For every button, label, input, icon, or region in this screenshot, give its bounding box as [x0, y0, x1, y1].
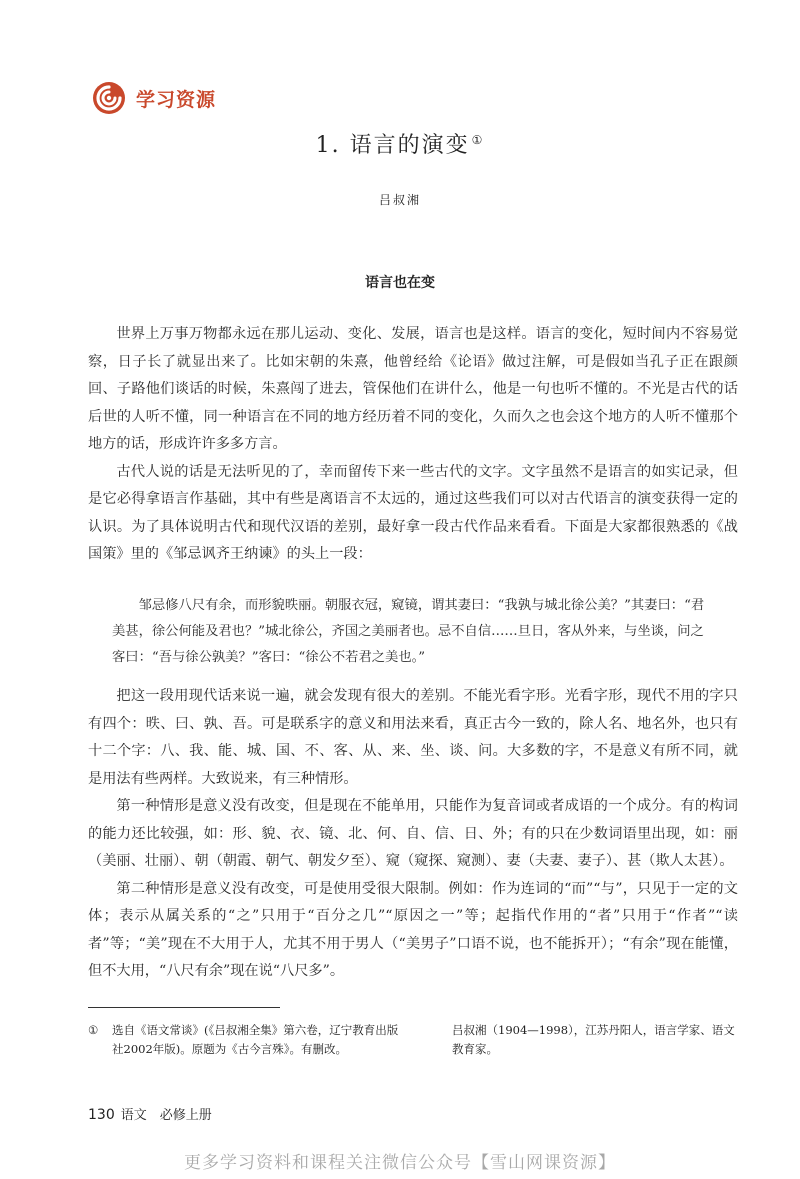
article-title	[0, 128, 800, 159]
footnote-source	[88, 1021, 400, 1059]
footnote-marker: ①	[88, 1023, 99, 1037]
section-header	[92, 80, 216, 116]
body-text-after-quote	[88, 683, 738, 986]
article-author: 吕叔湘	[378, 193, 421, 207]
paragraph: 世界上万事万物都永远在那儿运动、变化、发展，语言也是这样。语言的变化，短时间内不容易觉察，日子长了就显出来了。比如宋朝的朱熹，他曾经给《论语》做过注解，可是假如当孔子正在跟颜回、子路他们谈话的时候，朱熹闯了进去，管保他们在讲什么，他是一句也听不懂的。不光是古代的话后世的人听不懂，同一种语言在不同的地方经历着不同的变化，久而久之也会这个地方的人听不懂那个地方的话，形成许许多多方言。	[88, 326, 738, 452]
body-text-before-quote	[88, 321, 738, 569]
footnote-source-text: 选自《语文常谈》(《吕叔湘全集》第六卷，辽宁教育出版社2002年版)。原题为《古今言殊》。有删改。	[112, 1023, 399, 1056]
page-footer	[88, 1104, 212, 1123]
paragraph: 古代人说的话是无法听见的了，幸而留传下来一些古代的文字。文字虽然不是语言的如实记录，但是它必得拿语言作基础，其中有些是离语言不太远的，通过这些我们可以对古代语言的演变获得一定的认识。为了具体说明古代和现代汉语的差别，最好拿一段古代作品来看看。下面是大家都很熟悉的《战国策》里的《邹忌讽齐王纳谏》的头上一段：	[88, 463, 738, 562]
book-title: 语文 必修上册	[120, 1108, 212, 1123]
section-label: 学习资源	[136, 88, 217, 111]
paragraph: 第一种情形是意义没有改变，但是现在不能单用，只能作为复音词或者成语的一个成分。有的构词的能力还比较强，如：形、貌、衣、镜、北、何、自、信、日、外；有的只在少数词语里出现，如：丽（美丽、壮丽）、朝（朝霞、朝气、朝发夕至）、窥（窥探、窥测）、妻（夫妻、妻子）、甚（欺人太甚）。	[88, 798, 738, 869]
paragraph: 把这一段用现代话来说一遍，就会发现有很大的差别。不能光看字形。光看字形，现代不用的字只有四个：昳、曰、孰、吾。可是联系字的意义和用法来看，真正古今一致的，除人名、地名外，也只有十二个字：八、我、能、城、国、不、客、从、来、坐、谈、问。大多数的字，不是意义有所不同，就是用法有些两样。大致说来，有三种情形。	[88, 688, 738, 787]
page-number: 130	[88, 1107, 115, 1123]
title-footnote-marker[interactable]: ①	[471, 132, 485, 147]
footnote-divider	[88, 1007, 280, 1008]
author-bio: 吕叔湘（1904—1998），江苏丹阳人，语言学家、语文教育家。	[452, 1023, 735, 1056]
paragraph: 第二种情形是意义没有改变，可是使用受很大限制。例如：作为连词的“而”“与”，只见于一定的文体；表示从属关系的“之”只用于“百分之几”“原因之一”等；起指代作用的“者”只用于“作者”“读者”等；“美”现在不大用于人，尤其不用于男人（“美男子”口语不说，也不能拆开）；“有余”现在能懂，但不大用，“八尺有余”现在说“八尺多”。	[88, 880, 738, 979]
quote-text: 邹忌修八尺有余，而形貌昳丽。朝服衣冠，窥镜，谓其妻曰：“我孰与城北徐公美？”其妻曰：“君美甚，徐公何能及君也？”城北徐公，齐国之美丽者也。忌不自信……旦日，客从外来，与坐谈，问之客曰：“吾与徐公孰美？”客曰：“徐公不若君之美也。”	[112, 598, 705, 665]
classical-quote	[112, 593, 712, 671]
section-subheading: 语言也在变	[365, 275, 435, 291]
spiral-logo-icon	[92, 81, 126, 115]
article-title-text: 1. 语言的演变	[315, 133, 470, 158]
watermark-text: 更多学习资料和课程关注微信公众号【雪山网课资源】	[184, 1153, 616, 1173]
